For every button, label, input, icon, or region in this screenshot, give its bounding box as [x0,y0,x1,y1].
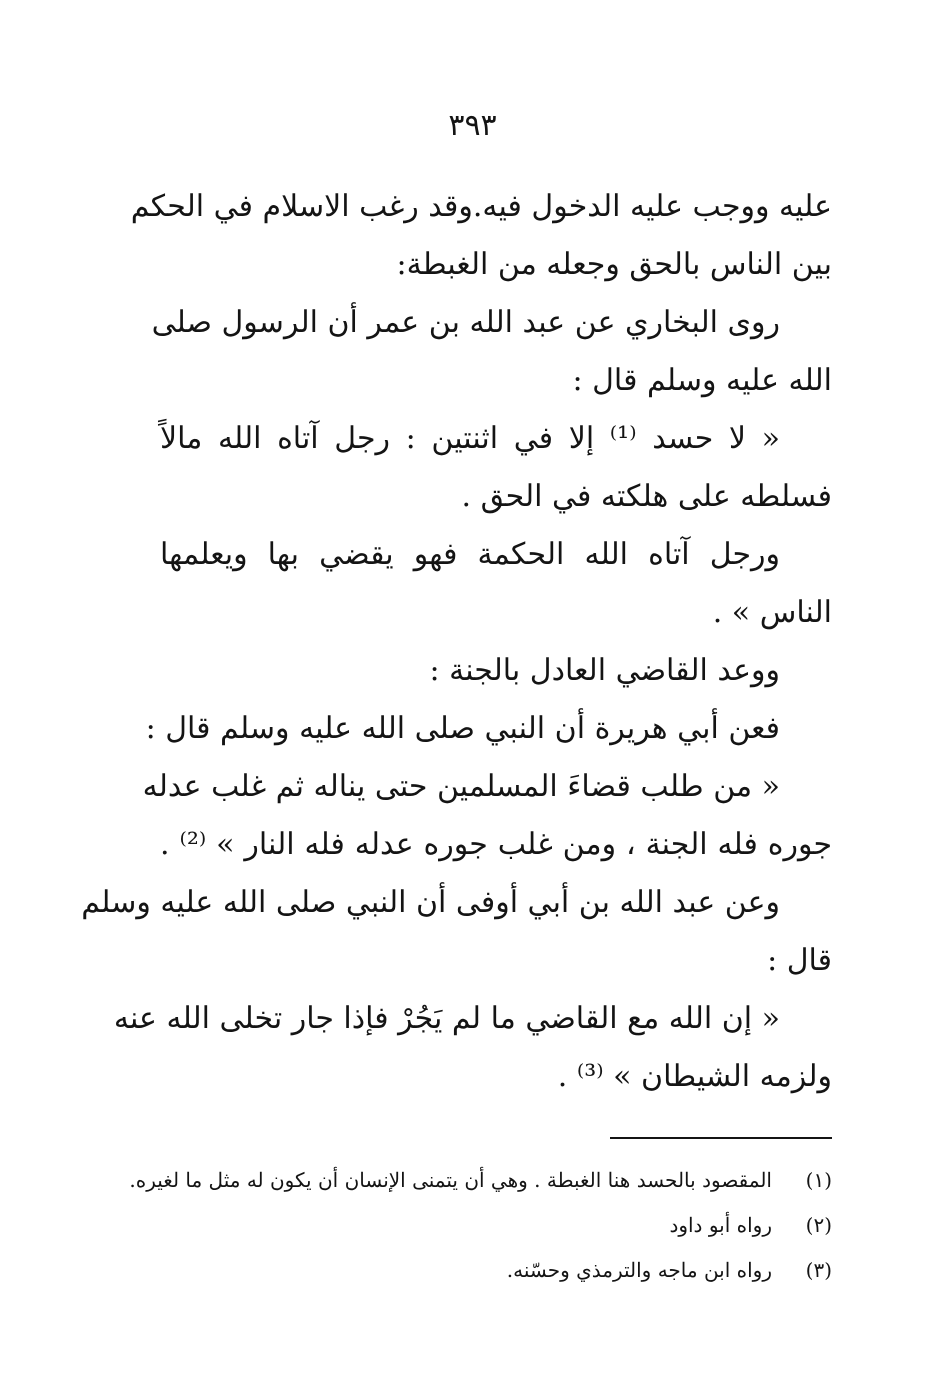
text-line: عليه ووجب عليه الدخول فيه.وقد رغب الاسلام في الحكم [130,189,832,224]
text-line: الله عليه وسلم قال : [572,363,832,398]
text-line: ولزمه الشيطان » ⁽³⁾ . [557,1059,832,1094]
footnote-number: (١) [805,1168,832,1192]
footnote-text: رواه أبو داود [669,1213,772,1237]
footnote-text: المقصود بالحسد هنا الغبطة . وهي أن يتمنى الإنسان أن يكون له مثل ما لغيره. [129,1168,772,1192]
text-line: روى البخاري عن عبد الله بن عمر أن الرسول صلى [151,305,780,340]
text-line: فسلطه على هلكته في الحق . [461,479,832,514]
text-line: قال : [767,943,832,978]
footnote-number: (٣) [805,1258,832,1282]
text-line: « من طلب قضاءَ المسلمين حتى يناله ثم غلب عدله [142,769,780,804]
footnote-item [150,1203,832,1248]
text-line: ووعد القاضي العادل بالجنة : [429,653,780,688]
text-line: جوره فله الجنة ، ومن غلب جوره عدله فله النار » ⁽²⁾ . [160,827,832,862]
text-line: ورجل آتاه الله الحكمة فهو يقضي بها ويعلمها [160,537,780,572]
footnote-number: (٢) [805,1213,832,1237]
footnote-item [150,1248,832,1293]
text-line: بين الناس بالحق وجعله من الغبطة: [396,247,832,282]
footnotes [129,1158,832,1293]
text-line: فعن أبي هريرة أن النبي صلى الله عليه وسلم قال : [145,711,780,746]
body-text [81,178,832,1106]
footnote-item [129,1158,832,1203]
text-line: « إن الله مع القاضي ما لم يَجُرْ فإذا جار تخلى الله عنه [113,1001,780,1036]
page-number: ٣٩٣ [448,108,497,143]
text-line: الناس » . [712,595,832,630]
footnote-text: رواه ابن ماجه والترمذي وحسّنه. [506,1258,772,1282]
text-line: « لا حسد ⁽¹⁾ إلا في اثنتين : رجل آتاه الله مالاً [160,421,781,456]
footnote-divider [610,1137,832,1139]
text-line: وعن عبد الله بن أبي أوفى أن النبي صلى الله عليه وسلم [81,885,780,920]
